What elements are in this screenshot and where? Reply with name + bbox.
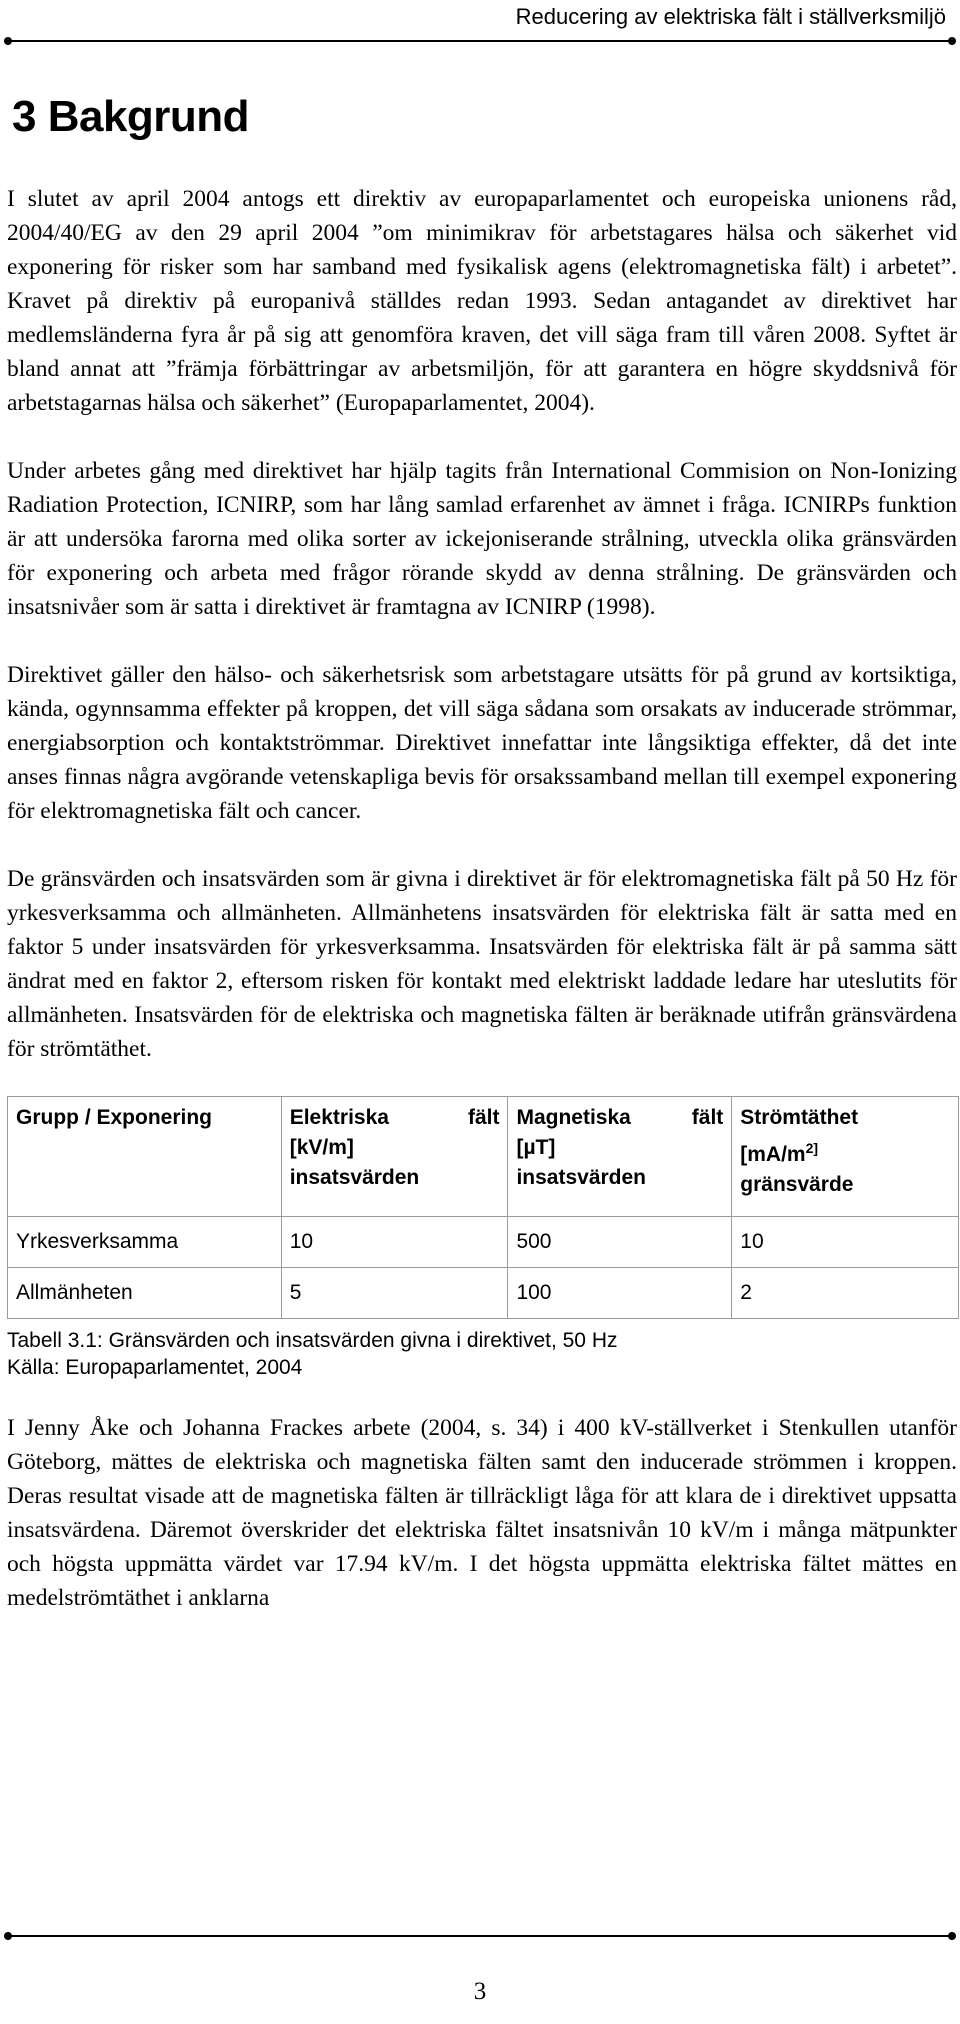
paragraph-3: Direktivet gäller den hälso- och säkerhetsrisk som arbetstagare utsätts för på grund av kortsiktiga, kända, ogynnsamma effekter på kroppen, det vill säga sådana som orsakats av inducerade strömmar, energiabsorption och kontaktströmmar. Direktivet innefattar inte långsiktiga effekter, då det inte anses finnas några avgörande vetenskapliga bevis för orsakssamband mellan till exempel exponering för elektromagnetiska fält och cancer. [7, 662, 957, 824]
paragraph-1: I slutet av april 2004 antogs ett direktiv av europaparlamentet och europeiska unionens råd, 2004/40/EG av den 29 april 2004 ”om minimikrav för arbetstagares hälsa och säkerhet vid exponering för risker som har samband med fysikalisk agens (elektromagnetiska fält) i arbetet”. Kravet på direktiv på europanivå ställdes redan 1993. Sedan antagandet av direktivet har medlemsländerna fyra år på sig att genomföra kraven, det vill säga fram till våren 2008. Syftet är bland annat att ”främja förbättringar av arbetsmiljön, för att garantera en högre skyddsnivå för arbetstagarnas hälsa och säkerhet” (Europaparlamentet, 2004). [7, 186, 957, 416]
caption-title: Tabell 3.1: Gränsvärden och insatsvärden givna i direktivet, 50 Hz [7, 1329, 618, 1352]
header-magnetic-field: Magnetiska fält [µT] insatsvärden [508, 1097, 732, 1217]
table-row [8, 1217, 959, 1268]
header-rule [6, 40, 954, 42]
table-cell: Yrkesverksamma [8, 1217, 282, 1268]
table-cell: 2 [732, 1268, 959, 1319]
table-header-row [8, 1097, 959, 1217]
header-electric-field: Elektriska fält [kV/m] insatsvärden [281, 1097, 508, 1217]
table-cell: 10 [732, 1217, 959, 1268]
paragraph-4: De gränsvärden och insatsvärden som är givna i direktivet är för elektromagnetiska fält på 50 Hz för yrkesverksamma och allmänheten. Allmänhetens insatsvärden för elektriska fält är satta med en faktor 5 under insatsvärden för yrkesverksamma. Insatsvärden för elektriska fält är på samma sätt ändrat med en faktor 2, eftersom risken för kontakt med elektriskt laddade ledare har uteslutits för allmänheten. Insatsvärden för de elektriska och magnetiska fälten är beräknade utifrån gränsvärdena för strömtäthet. [7, 866, 957, 1062]
footer-rule [6, 1935, 954, 1937]
table-caption [7, 1327, 957, 1381]
header-group: Grupp / Exponering [8, 1097, 282, 1217]
caption-source: Källa: Europaparlamentet, 2004 [7, 1356, 303, 1379]
page-number: 3 [473, 1978, 487, 2005]
paragraph-5: I Jenny Åke och Johanna Frackes arbete (2004, s. 34) i 400 kV-ställverket i Stenkullen utanför Göteborg, mättes de elektriska och magnetiska fälten samt den inducerade strömmen i kroppen. Deras resultat visade att de magnetiska fälten är tillräckligt låga för att klara de i direktivet uppsatta insatsvärdena. Däremot överskrider det elektriska fältet insatsnivån 10 kV/m i många mätpunkter och högsta uppmätta värdet var 17.94 kV/m. I det högsta uppmätta elektriska fältet mättes en medelströmtäthet i anklarna [7, 1415, 957, 1611]
table-cell: 5 [281, 1268, 508, 1319]
paragraph-2: Under arbetes gång med direktivet har hjälp tagits från International Commision on Non-Ionizing Radiation Protection, ICNIRP, som har lång samlad erfarenhet av ämnet i fråga. ICNIRPs funktion är att undersöka farorna med olika sorter av ickejoniserande strålning, utveckla olika gränsvärden för exponering och arbeta med frågor rörande skydd av denna strålning. De gränsvärden och insatsnivåer som är satta i direktivet är framtagna av ICNIRP (1998). [7, 458, 957, 620]
section-heading: 3 Bakgrund [12, 92, 250, 141]
table-cell: Allmänheten [8, 1268, 282, 1319]
header-current-density: Strömtäthet [$mA/m^{2]}$ gränsvärde [732, 1097, 959, 1217]
table-cell: 100 [508, 1268, 732, 1319]
table-cell: 10 [281, 1217, 508, 1268]
body-content [7, 182, 957, 1649]
limits-table [7, 1096, 959, 1319]
table-cell: 500 [508, 1217, 732, 1268]
table-row [8, 1268, 959, 1319]
running-header: Reducering av elektriska fält i ställverksmiljö [515, 4, 946, 29]
